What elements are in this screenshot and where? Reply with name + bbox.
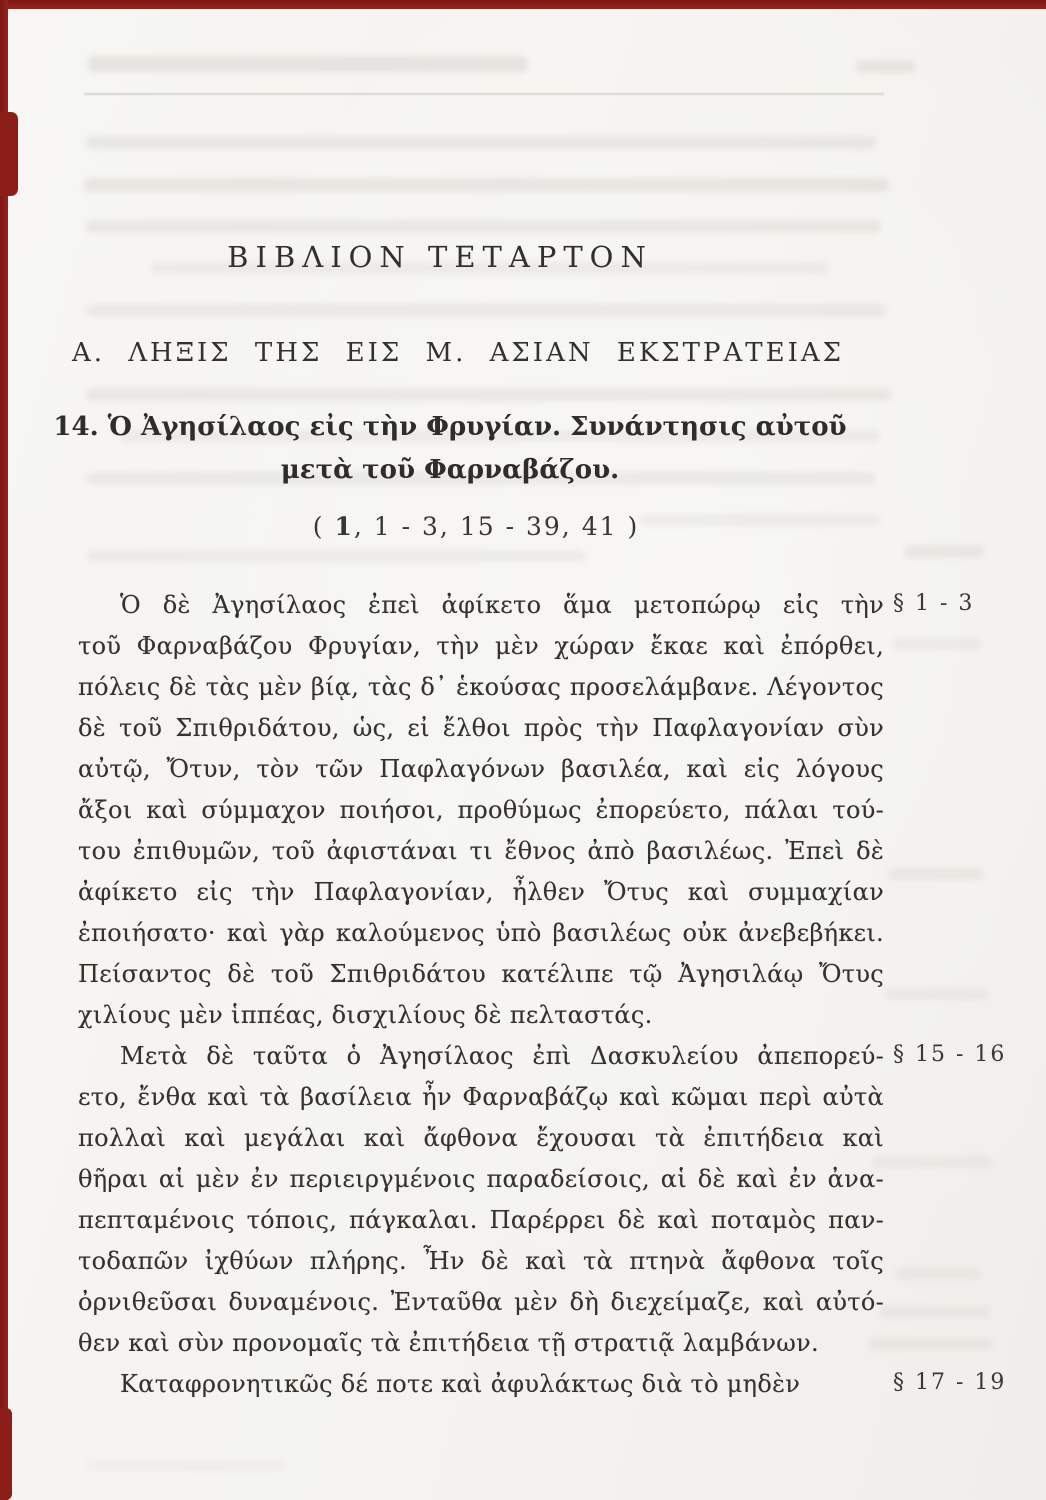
body-line: ἄξοι καὶ σύμμαχον ποιήσοι, προθύμως ἐπορεύετο, πάλαι τού- — [78, 796, 884, 824]
body-line: αὐτῷ, Ὄτυν, τὸν τῶν Παφλαγόνων βασιλέα, καὶ εἰς λόγους — [78, 755, 884, 783]
body-line: πεπταμένοις τόποις, πάγκαλαι. Παρέρρει δὲ καὶ ποταμὸς παν- — [78, 1206, 884, 1234]
body-line: θῆραι αἱ μὲν ἐν περιειργμένοις παραδείσοις, αἱ δὲ καὶ ἐν ἀνα- — [78, 1165, 884, 1193]
body-line: ἐποιήσατο· καὶ γὰρ καλούμενος ὑπὸ βασιλέως οὐκ ἀνεβεβήκει. — [78, 919, 884, 947]
margin-note: § 1 - 3 — [893, 591, 975, 616]
bleed-through-margin-note — [868, 1338, 993, 1350]
body-line: Ὁ δὲ Ἀγησίλαος ἐπεὶ ἀφίκετο ἅμα μετοπώρῳ εἰς τὴν — [120, 591, 884, 619]
binding-edge-bulge — [0, 112, 18, 196]
body-line: ὀρνιθεῦσαι δυναμένοις. Ἐνταῦθα μὲν δὴ διεχείμαζε, καὶ αὐτό- — [78, 1288, 884, 1316]
bleed-through-margin-note — [893, 638, 983, 650]
body-line: χιλίους μὲν ἱππέας, δισχιλίους δὲ πελταστάς. — [78, 1001, 653, 1029]
binding-edge-top — [0, 0, 1046, 9]
bleed-through-margin-note — [904, 545, 984, 558]
citation-sections: , 1 - 3, 15 - 39, 41 ) — [353, 512, 640, 541]
bleed-through-margin-note — [872, 1156, 992, 1168]
bleed-through-rule — [84, 93, 884, 95]
chapter-heading-line2: μετὰ τοῦ Φαρναβάζου. — [280, 455, 620, 485]
bleed-through-margin-note — [880, 1306, 990, 1318]
binding-edge-left — [0, 0, 8, 1500]
bleed-through-line — [86, 388, 891, 401]
bleed-through-line — [86, 550, 586, 562]
bleed-through-line — [86, 136, 876, 149]
body-line: πολλαὶ καὶ μεγάλαι καὶ ἄφθονα ἔχουσαι τὰ ἐπιτήδεια καὶ — [78, 1124, 884, 1152]
bleed-through-line — [86, 304, 886, 317]
binding-edge-bulge — [0, 1408, 12, 1500]
body-line: Πείσαντος δὲ τοῦ Σπιθριδάτου κατέλιπε τῷ Ἀγησιλάῳ Ὄτυς — [78, 960, 884, 988]
body-line: τοῦ Φαρναβάζου Φρυγίαν, τὴν μὲν χώραν ἔκαε καὶ ἐπόρθει, — [78, 632, 884, 660]
chapter-heading — [0, 406, 900, 492]
citation-chapter-number: 1 — [334, 512, 354, 541]
citation-open: ( — [312, 512, 335, 541]
bleed-through-line — [86, 1460, 286, 1470]
bleed-through-line — [84, 178, 889, 192]
bleed-through-header — [88, 56, 528, 72]
bleed-through-margin-note — [896, 1268, 981, 1280]
margin-note: § 15 - 16 — [893, 1042, 1007, 1067]
margin-note: § 17 - 19 — [893, 1370, 1007, 1395]
book-title: ΒΙΒΛΙΟΝ ΤΕΤΑΡΤΟΝ — [227, 240, 653, 274]
bleed-through-margin-note — [888, 868, 983, 880]
body-line: Καταφρονητικῶς δέ ποτε καὶ ἀφυλάκτως διὰ τὸ μηδὲν — [120, 1370, 801, 1398]
section-heading: Α. ΛΗΞΙΣ ΤΗΣ ΕΙΣ Μ. ΑΣΙΑΝ ΕΚΣΤΡΑΤΕΙΑΣ — [71, 338, 845, 368]
body-line: τοδαπῶν ἰχθύων πλήρης. Ἦν δὲ καὶ τὰ πτηνὰ ἄφθονα τοῖς — [78, 1247, 884, 1275]
body-text — [78, 585, 884, 1405]
bleed-through-margin-note — [884, 988, 989, 1000]
chapter-heading-line1: 14. Ὁ Ἀγησίλαος εἰς τὴν Φρυγίαν. Συνάντησις αὐτοῦ — [53, 412, 847, 442]
bleed-through-page-number — [856, 60, 916, 73]
body-line: ἀφίκετο εἰς τὴν Παφλαγονίαν, ἦλθεν Ὄτυς καὶ συμμαχίαν — [78, 878, 884, 906]
body-line: του ἐπιθυμῶν, τοῦ ἀφιστάναι τι ἔθνος ἀπὸ βασιλέως. Ἐπεὶ δὲ — [78, 837, 884, 865]
citation-reference — [76, 512, 876, 541]
body-line: θεν καὶ σὺν προνομαῖς τὰ ἐπιτήδεια τῇ στρατιᾷ λαμβάνων. — [78, 1329, 819, 1357]
body-line: Μετὰ δὲ ταῦτα ὁ Ἀγησίλαος ἐπὶ Δασκυλείου ἀπεπορεύ- — [120, 1042, 884, 1070]
body-line: ετο, ἔνθα καὶ τὰ βασίλεια ἦν Φαρναβάζῳ καὶ κῶμαι περὶ αὐτὰ — [78, 1083, 884, 1111]
bleed-through-line — [86, 220, 881, 233]
body-line: πόλεις δὲ τὰς μὲν βίᾳ, τὰς δ᾽ ἑκούσας προσελάμβανε. Λέγοντος — [78, 673, 884, 701]
body-line: δὲ τοῦ Σπιθριδάτου, ὡς, εἰ ἔλθοι πρὸς τὴν Παφλαγονίαν σὺν — [78, 714, 884, 742]
